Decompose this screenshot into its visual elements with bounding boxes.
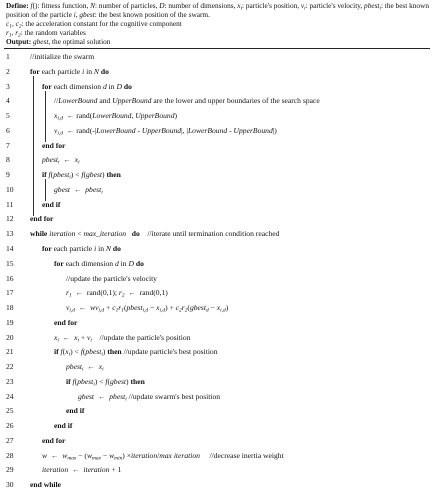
code-line: 15 for each dimension d in D do: [6, 258, 144, 268]
code-line: 25 end if: [6, 406, 85, 416]
code-line: 3 for each dimension d in D do: [6, 81, 132, 91]
code-line: 29 iteration ← iteration + 1: [6, 465, 122, 475]
code-line: 14 for each particle i in N do: [6, 243, 121, 253]
code-line: 30 end while: [6, 480, 62, 490]
code-line: 17 $r_1$ ← rand(0,1); $r_2$ ← rand(0,1): [6, 288, 168, 299]
code-line: 18 $v_{i,d}$ ← $wv_{i,d}$ + $c_1r_1(pbest_{i,d} - x_{i,d})$ + $c_2r_2(gbest_d - x_{i,d})$: [6, 303, 229, 314]
code-line: 12 end for: [6, 214, 54, 224]
code-line: 13 while iteration < max_iteration do //iterate until termination condition reached: [6, 229, 280, 239]
code-line: 16 //update the particle's velocity: [6, 273, 157, 283]
code-line: 1 //initialize the swarm: [6, 52, 95, 61]
code-line: 27 end for: [6, 435, 66, 445]
code-line: 7 end for: [6, 140, 66, 150]
constants-text: $c_1$, $c_2$: the acceleration constant for the cognitive component: [6, 19, 182, 30]
code-line: 28 w ← $w_{max} - (w_{max} - w_{min})$ ×iteration/max iteration //decrease inertia weight: [6, 450, 284, 462]
code-line: 24 gbest ← pbest$_i$ //update swarm's best position: [6, 391, 221, 403]
define-text: Define: f(): fitness function, N: number of particles, D: number of dimensions, $x_i$: particle's position, $v_i$: particle's velocity, pbest$_i$: the best known position of the particle i, gbest: the best known position of the swarm.: [6, 1, 429, 19]
code-line: 9 if f(pbest$_i$) < f(gbest) then: [6, 170, 121, 181]
output-text: Output: gbest, the optimal solution: [6, 37, 111, 46]
code-line: 22 pbest$_i$ ← $x_i$: [6, 362, 104, 373]
code-line: 21 if $f(x_i)$ < f(pbest$_i$) then //update particle's best position: [6, 347, 218, 358]
code-line: 6 $v_{i,d}$ ← rand(-|LowerBound - UpperBound|, |LowerBound - UpperBound|): [6, 125, 277, 137]
block-line: [33, 76, 34, 216]
code-line: 11 end if: [6, 199, 61, 209]
block-line: [45, 179, 46, 201]
code-line: 23 if f(pbest$_i$) < f(gbest) then: [6, 376, 145, 388]
code-line: 4 //LowerBound and UpperBound are the lower and upper boundaries of the search space: [6, 96, 320, 106]
code-line: 26 end if: [6, 421, 73, 431]
code-line: 19 end for: [6, 317, 78, 327]
code-line: 20 $x_i$ ← $x_i + v_i$ //update the particle's position: [6, 332, 191, 344]
block-line: [45, 91, 46, 143]
code-line: 2 for each particle i in N do: [6, 66, 109, 76]
code-line: 5 $x_{i,d}$ ← rand(LowerBound, UpperBound): [6, 111, 178, 122]
code-line: 10 gbest ← pbest$_i$: [6, 184, 103, 196]
code-line: 8 pbest$_i$ ← $x_i$: [6, 155, 80, 166]
randoms-text: $r_1$, $r_2$: the random variables: [6, 28, 86, 39]
header-divider: [4, 48, 430, 49]
